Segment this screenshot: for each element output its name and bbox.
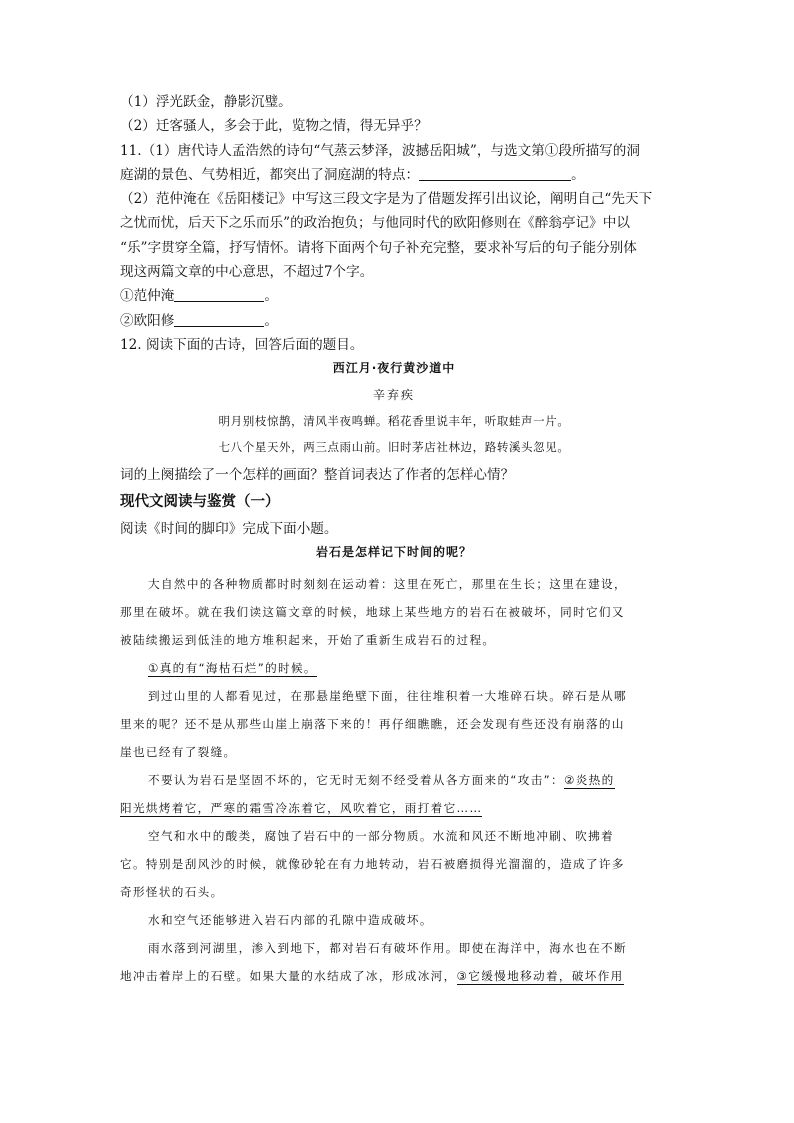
- article-paragraph-1-line-1: 大自然中的各种物质都时时刻刻在运动着：这里在死亡，那里在生长；这里在建设，: [148, 576, 627, 591]
- q10-item-2: （2）迁客骚人，多会于此，览物之情，得无异乎？: [120, 118, 428, 135]
- answer-blank[interactable]: [174, 287, 264, 302]
- fill-1-label: ①范仲淹: [120, 288, 175, 305]
- q11-line-2-text: 庭湖的景色、气势相近，都突出了洞庭湖的特点：: [120, 166, 420, 183]
- answer-blank[interactable]: [174, 312, 264, 327]
- q11-line-5: “乐”字贯穿全篇，抒写情怀。请将下面两个句子补充完整，要求补写后的句子能分别体: [120, 239, 637, 256]
- underlined-sentence-1: ①真的有“海枯石烂”的时候。: [148, 660, 317, 675]
- article-paragraph-4-line-1: [120, 766, 668, 794]
- article-paragraph-4-line-2: [120, 794, 668, 822]
- q11-line-1: 11.（1）唐代诗人孟浩然的诗句“气蒸云梦泽，波撼岳阳城”，与选文第①段所描写的洞: [120, 142, 640, 159]
- article-paragraph-7-line-1: 雨水落到河湖里，渗入到地下，都对岩石有破坏作用。即使在海洋中，海水也在不断: [148, 940, 627, 955]
- poem-line-1: 明月别枝惊鹊，清风半夜鸣蝉。稻花香里说丰年，听取蛙声一片。: [218, 414, 570, 429]
- q11-line-4: 之忧而忧，后天下之乐而乐”的政治抱负；与他同时代的欧阳修则在《醉翁亭记》中以: [120, 215, 630, 232]
- article-paragraph-3-line-3: 崖也已经有了裂缝。: [120, 744, 237, 759]
- poem-author: 辛弃疾: [372, 388, 415, 403]
- fill-2-label: ②欧阳修: [120, 312, 175, 329]
- q11-line-2-end: 。: [571, 166, 585, 183]
- q11-fill-1: [120, 286, 668, 306]
- section-heading: 现代文阅读与鉴赏（一）: [120, 493, 280, 510]
- underlined-sentence-2: ②炎热的: [563, 772, 615, 787]
- article-paragraph-7-line-2: [120, 962, 668, 990]
- q12-prompt: 12. 阅读下面的古诗，回答后面的题目。: [120, 336, 364, 353]
- underlined-sentence-3: ③它缓慢地移动着，破坏作用: [456, 968, 624, 983]
- article-paragraph-5-line-3: 奇形怪状的石头。: [120, 884, 224, 899]
- article-paragraph-3-line-2: 里来的呢？还不是从那些山崖上崩落下来的！再仔细瞧瞧，还会发现有些还没有崩落的山: [120, 716, 625, 731]
- q10-item-1: （1）浮光跃金，静影沉璧。: [120, 94, 292, 110]
- q11-line-6: 现这两篇文章的中心意思，不超过7个字。: [120, 264, 374, 281]
- q11-line-2: [120, 165, 668, 185]
- article-paragraph-5-line-1: 空气和水中的酸类，腐蚀了岩石中的一部分物质。水流和风还不断地冲刷、吹拂着: [148, 828, 614, 843]
- answer-blank[interactable]: [419, 166, 571, 181]
- fill-1-end: 。: [264, 288, 278, 305]
- article-paragraph-6: 水和空气还能够进入岩石内部的孔隙中造成破坏。: [148, 912, 433, 927]
- article-title: 岩石是怎样记下时间的呢？: [315, 544, 472, 559]
- fill-2-end: 。: [264, 312, 278, 329]
- document-page: [120, 92, 668, 990]
- paragraph-7-text: 地冲击着岸上的石壁。如果大量的水结成了冰，形成冰河，: [120, 968, 457, 983]
- article-paragraph-3-line-1: 到过山里的人都看见过，在那悬崖绝壁下面，往往堆积着一大堆碎石块。碎石是从哪: [148, 688, 627, 703]
- article-paragraph-5-line-2: 它。特别是刮风沙的时候，就像砂轮在有力地转动，岩石被磨损得光溜溜的，造成了许多: [120, 856, 625, 871]
- paragraph-4-text: 不要认为岩石是坚固不坏的，它无时无刻不经受着从各方面来的“攻击”：: [148, 772, 564, 787]
- underlined-sentence-2-cont: 阳光烘烤着它，严寒的霜雪冷冻着它，风吹着它，雨打着它……: [120, 800, 483, 815]
- q11-line-3: （2）范仲淹在《岳阳楼记》中写这三段文字是为了借题发挥引出议论，阐明自己“先天下: [120, 191, 653, 208]
- q11-fill-2: [120, 311, 668, 331]
- section-instruction: 阅读《时间的脚印》完成下面小题。: [120, 520, 338, 537]
- article-paragraph-1-line-2: 那里在破坏。就在我们读这篇文章的时候，地球上某些地方的岩石在被破坏，同时它们又: [120, 604, 625, 619]
- poem-line-2: 七八个星天外，两三点雨山前。旧时茅店社林边，路转溪头忽见。: [218, 440, 570, 455]
- article-paragraph-2: [120, 654, 668, 682]
- poem-title: 西江月·夜行黄沙道中: [332, 361, 456, 376]
- q12-question: 词的上阕描绘了一个怎样的画面？整首词表达了作者的怎样心情？: [120, 467, 515, 484]
- article-paragraph-1-line-3: 被陆续搬运到低洼的地方堆积起来，开始了重新生成岩石的过程。: [120, 632, 496, 647]
